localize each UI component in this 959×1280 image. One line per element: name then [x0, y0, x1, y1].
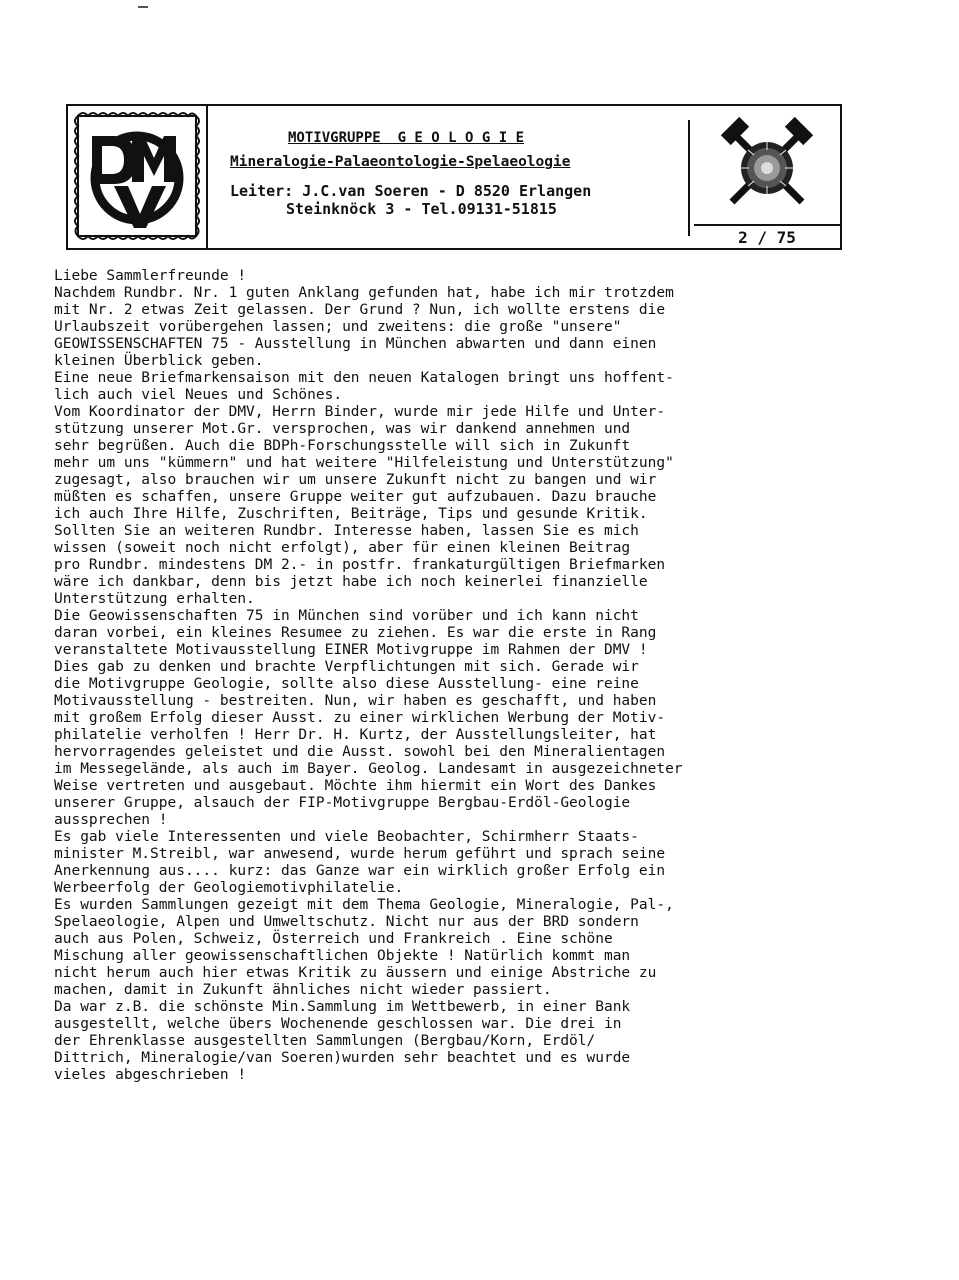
group-info	[208, 106, 692, 248]
letter-line: Dittrich, Mineralogie/van Soeren)wurden sehr beachtet und es wurde	[54, 1050, 631, 1066]
letter-line: mit Nr. 2 etwas Zeit gelassen. Der Grund ? Nun, ich wollte erstens die	[54, 302, 666, 318]
letter-line: minister M.Streibl, war anwesend, wurde herum geführt und sprach seine	[54, 846, 666, 862]
letter-line: Es gab viele Interessenten und viele Beobachter, Schirmherr Staats-	[54, 829, 639, 845]
letter-line: Die Geowissenschaften 75 in München sind vorüber und ich kann nicht	[54, 608, 639, 624]
letter-line: Eine neue Briefmarkensaison mit den neuen Katalogen bringt uns hoffent-	[54, 370, 674, 386]
group-subtitle: Mineralogie-Palaeontologie-Spelaeologie	[230, 154, 571, 170]
letter-line: unserer Gruppe, alsauch der FIP-Motivgruppe Bergbau-Erdöl-Geologie	[54, 795, 631, 811]
letter-line: die Motivgruppe Geologie, sollte also diese Ausstellung- eine reine	[54, 676, 639, 692]
letter-line: im Messegelände, als auch im Bayer. Geolog. Landesamt in ausgezeichneter	[54, 761, 683, 777]
letter-line: GEOWISSENSCHAFTEN 75 - Ausstellung in München abwarten und dann einen	[54, 336, 657, 352]
letter-line: Sollten Sie an weiteren Rundbr. Interesse haben, lassen Sie es mich	[54, 523, 639, 539]
letter-line: auch aus Polen, Schweiz, Österreich und Frankreich . Eine schöne	[54, 931, 613, 947]
letter-line: ich auch Ihre Hilfe, Zuschriften, Beiträge, Tips und gesunde Kritik.	[54, 506, 648, 522]
letter-line: Dies gab zu denken und brachte Verpflichtungen mit sich. Gerade wir	[54, 659, 639, 675]
letter-line: lich auch viel Neues und Schönes.	[54, 387, 343, 403]
letter-line: Urlaubszeit vorübergehen lassen; und zweitens: die große "unsere"	[54, 319, 622, 335]
group-title: MOTIVGRUPPE G E O L O G I E	[288, 130, 525, 146]
letter-line: machen, damit in Zukunft ähnliches nicht wieder passiert.	[54, 982, 552, 998]
letter-line: philatelie verholfen ! Herr Dr. H. Kurtz, der Ausstellungsleiter, hat	[54, 727, 657, 743]
letterhead	[66, 104, 842, 250]
address-line: Steinknöck 3 - Tel.09131-51815	[286, 200, 557, 218]
letter-line: wäre ich dankbar, denn bis jetzt habe ich noch keinerlei finanzielle	[54, 574, 648, 590]
letter-line: Werbeerfolg der Geologiemotivphilatelie.	[54, 880, 404, 896]
letter-line: hervorragendes geleistet und die Ausst. sowohl bei den Mineralientagen	[54, 744, 666, 760]
letter-line: müßten es schaffen, unsere Gruppe weiter gut aufzubauen. Dazu brauche	[54, 489, 657, 505]
letter-line: veranstaltete Motivausstellung EINER Motivgruppe im Rahmen der DMV !	[54, 642, 648, 658]
letter-line: nicht herum auch hier etwas Kritik zu äussern und einige Abstriche zu	[54, 965, 657, 981]
letter-line: Motivausstellung - bestreiten. Nun, wir haben es geschafft, und haben	[54, 693, 657, 709]
letter-line: Nachdem Rundbr. Nr. 1 guten Anklang gefunden hat, habe ich mir trotzdem	[54, 285, 674, 301]
scan-mark	[138, 6, 148, 8]
letter-line: aussprechen !	[54, 812, 168, 828]
letter-line: Liebe Sammlerfreunde !	[54, 268, 247, 284]
letter-line: der Ehrenklasse ausgestellten Sammlungen (Bergbau/Korn, Erdöl/	[54, 1033, 596, 1049]
letter-line: mehr um uns "kümmern" und hat weitere "Hilfeleistung und Unterstützung"	[54, 455, 674, 471]
letter-line: Mischung aller geowissenschaftlichen Objekte ! Natürlich kommt man	[54, 948, 631, 964]
letter-line: Weise vertreten und ausgebaut. Möchte ihm hiermit ein Wort des Dankes	[54, 778, 657, 794]
letter-line: Es wurden Sammlungen gezeigt mit dem Thema Geologie, Mineralogie, Pal-,	[54, 897, 674, 913]
letter-line: pro Rundbr. mindestens DM 2.- in postfr. frankaturgültigen Briefmarken	[54, 557, 666, 573]
letter-line: Vom Koordinator der DMV, Herrn Binder, wurde mir jede Hilfe und Unter-	[54, 404, 666, 420]
issue-divider	[694, 224, 840, 226]
letter-line: stützung unserer Mot.Gr. versprochen, was wir dankend annehmen und	[54, 421, 631, 437]
letter-line: Spelaeologie, Alpen und Umweltschutz. Nicht nur aus der BRD sondern	[54, 914, 639, 930]
letter-line: vieles abgeschrieben !	[54, 1067, 247, 1083]
letter-line: kleinen Überblick geben.	[54, 353, 264, 369]
letter-line: sehr begrüßen. Auch die BDPh-Forschungsstelle will sich in Zukunft	[54, 438, 631, 454]
letter-line: wissen (soweit noch nicht erfolgt), aber für einen kleinen Beitrag	[54, 540, 631, 556]
issue-number: 2 / 75	[738, 228, 796, 247]
hammer-and-pick-with-fossil-icon	[694, 106, 840, 222]
letter-line: ausgestellt, welche übers Wochenende geschlossen war. Die drei in	[54, 1016, 622, 1032]
letter-line: Anerkennung aus.... kurz: das Ganze war ein wirklich großer Erfolg ein	[54, 863, 666, 879]
letter-line: daran vorbei, ein kleines Resumee zu ziehen. Es war die erste in Rang	[54, 625, 657, 641]
stamp-logo-icon	[70, 108, 204, 244]
letter-line: Unterstützung erhalten.	[54, 591, 255, 607]
letter-body	[54, 268, 854, 1084]
letter-line: mit großem Erfolg dieser Ausst. zu einer wirklichen Werbung der Motiv-	[54, 710, 666, 726]
divider	[688, 120, 690, 236]
leader-line: Leiter: J.C.van Soeren - D 8520 Erlangen	[230, 182, 592, 200]
emblem-box	[694, 106, 840, 248]
letter-line: zugesagt, also brauchen wir um unsere Zukunft nicht zu bangen und wir	[54, 472, 657, 488]
dmv-logo	[68, 106, 208, 248]
letter-line: Da war z.B. die schönste Min.Sammlung im Wettbewerb, in einer Bank	[54, 999, 631, 1015]
